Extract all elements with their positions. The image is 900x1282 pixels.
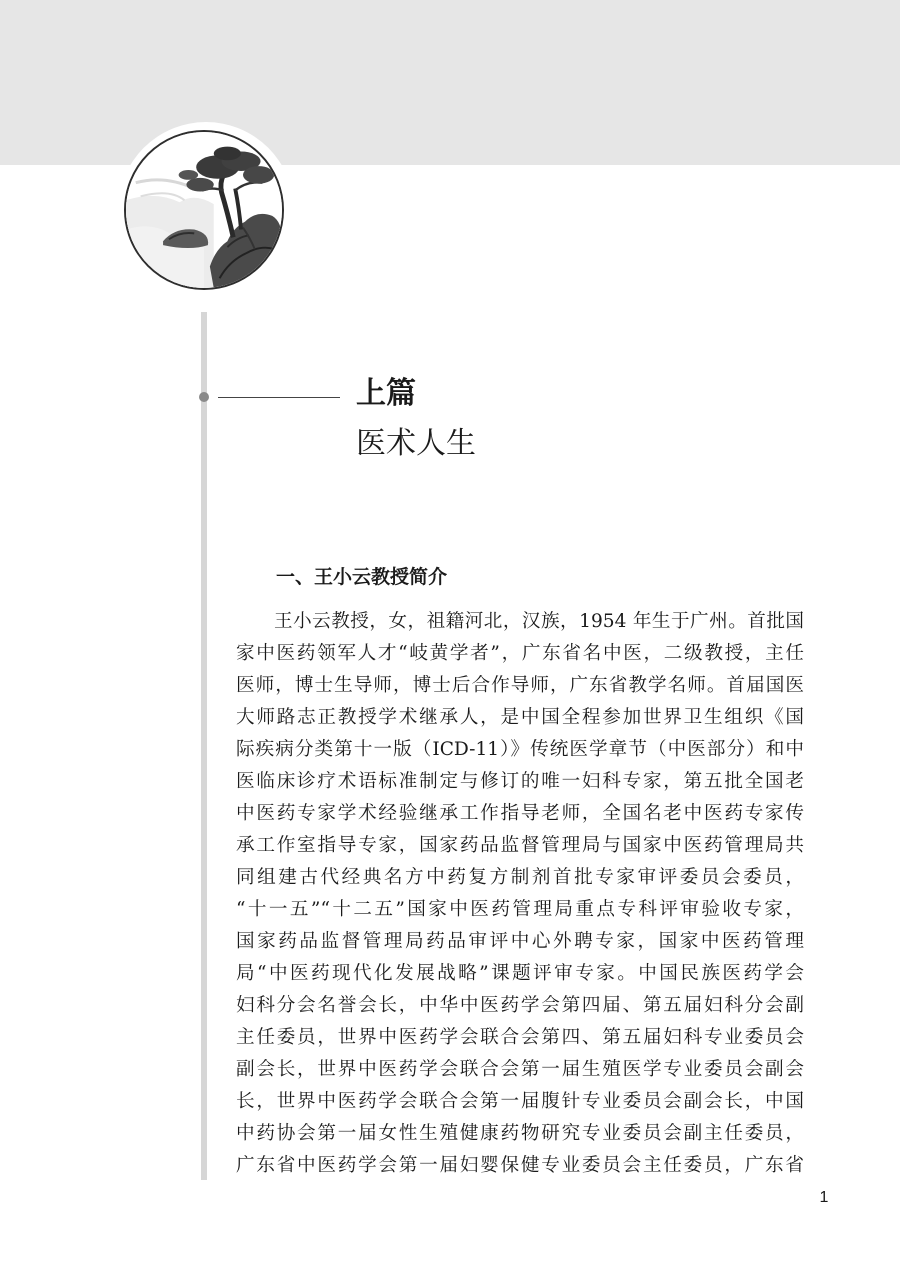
section-heading: 一、王小云教授简介 xyxy=(276,566,448,588)
body-line: 承工作室指导专家，国家药品监督管理局与国家中医药管理局共 xyxy=(236,835,804,856)
body-line: 广东省中医药学会第一届妇婴保健专业委员会主任委员，广东省 xyxy=(236,1155,804,1176)
body-line: 大师路志正教授学术继承人，是中国全程参加世界卫生组织《国 xyxy=(236,707,804,728)
decorative-vertical-bar xyxy=(201,312,207,1180)
body-line: 长，世界中医药学会联合会第一届腹针专业委员会副会长，中国 xyxy=(236,1091,804,1112)
body-line: 同组建古代经典名方中药复方制剂首批专家审评委员会委员， xyxy=(236,867,804,888)
body-line: 妇科分会名誉会长，中华中医药学会第四届、第五届妇科分会副 xyxy=(236,995,804,1016)
decorative-rule xyxy=(218,397,340,398)
header-band xyxy=(0,0,900,165)
body-line: 副会长，世界中医药学会联合会第一届生殖医学专业委员会副会 xyxy=(236,1059,804,1080)
body-line: 医师，博士生导师，博士后合作导师，广东省教学名师。首届国医 xyxy=(236,675,804,696)
body-line: 王小云教授，女，祖籍河北，汉族，1954 年生于广州。首批国 xyxy=(274,611,804,632)
decorative-dot xyxy=(199,392,209,402)
body-line: 局“中医药现代化发展战略”课题评审专家。中国民族医药学会 xyxy=(236,963,804,984)
body-line: 际疾病分类第十一版（ICD-11）》传统医学章节（中医部分）和中 xyxy=(236,739,804,760)
body-line: 中医药专家学术经验继承工作指导老师，全国名老中医药专家传 xyxy=(236,803,804,824)
pine-tree-landscape-icon xyxy=(126,132,282,288)
body-line: 国家药品监督管理局药品审评中心外聘专家，国家中医药管理 xyxy=(236,931,804,952)
page-number: 1 xyxy=(819,1189,829,1206)
landscape-medallion-image xyxy=(124,130,284,290)
body-line: 医临床诊疗术语标准制定与修订的唯一妇科专家，第五批全国老 xyxy=(236,771,804,792)
body-line: 家中医药领军人才“岐黄学者”，广东省名中医，二级教授，主任 xyxy=(236,643,804,664)
body-paragraph xyxy=(236,606,804,1182)
body-line: 主任委员，世界中医药学会联合会第四、第五届妇科专业委员会 xyxy=(236,1027,804,1048)
part-label: 上篇 xyxy=(356,376,416,411)
body-line: “十一五”“十二五”国家中医药管理局重点专科评审验收专家， xyxy=(236,899,804,920)
body-line: 中药协会第一届女性生殖健康药物研究专业委员会副主任委员， xyxy=(236,1123,804,1144)
part-title: 医术人生 xyxy=(356,426,476,461)
